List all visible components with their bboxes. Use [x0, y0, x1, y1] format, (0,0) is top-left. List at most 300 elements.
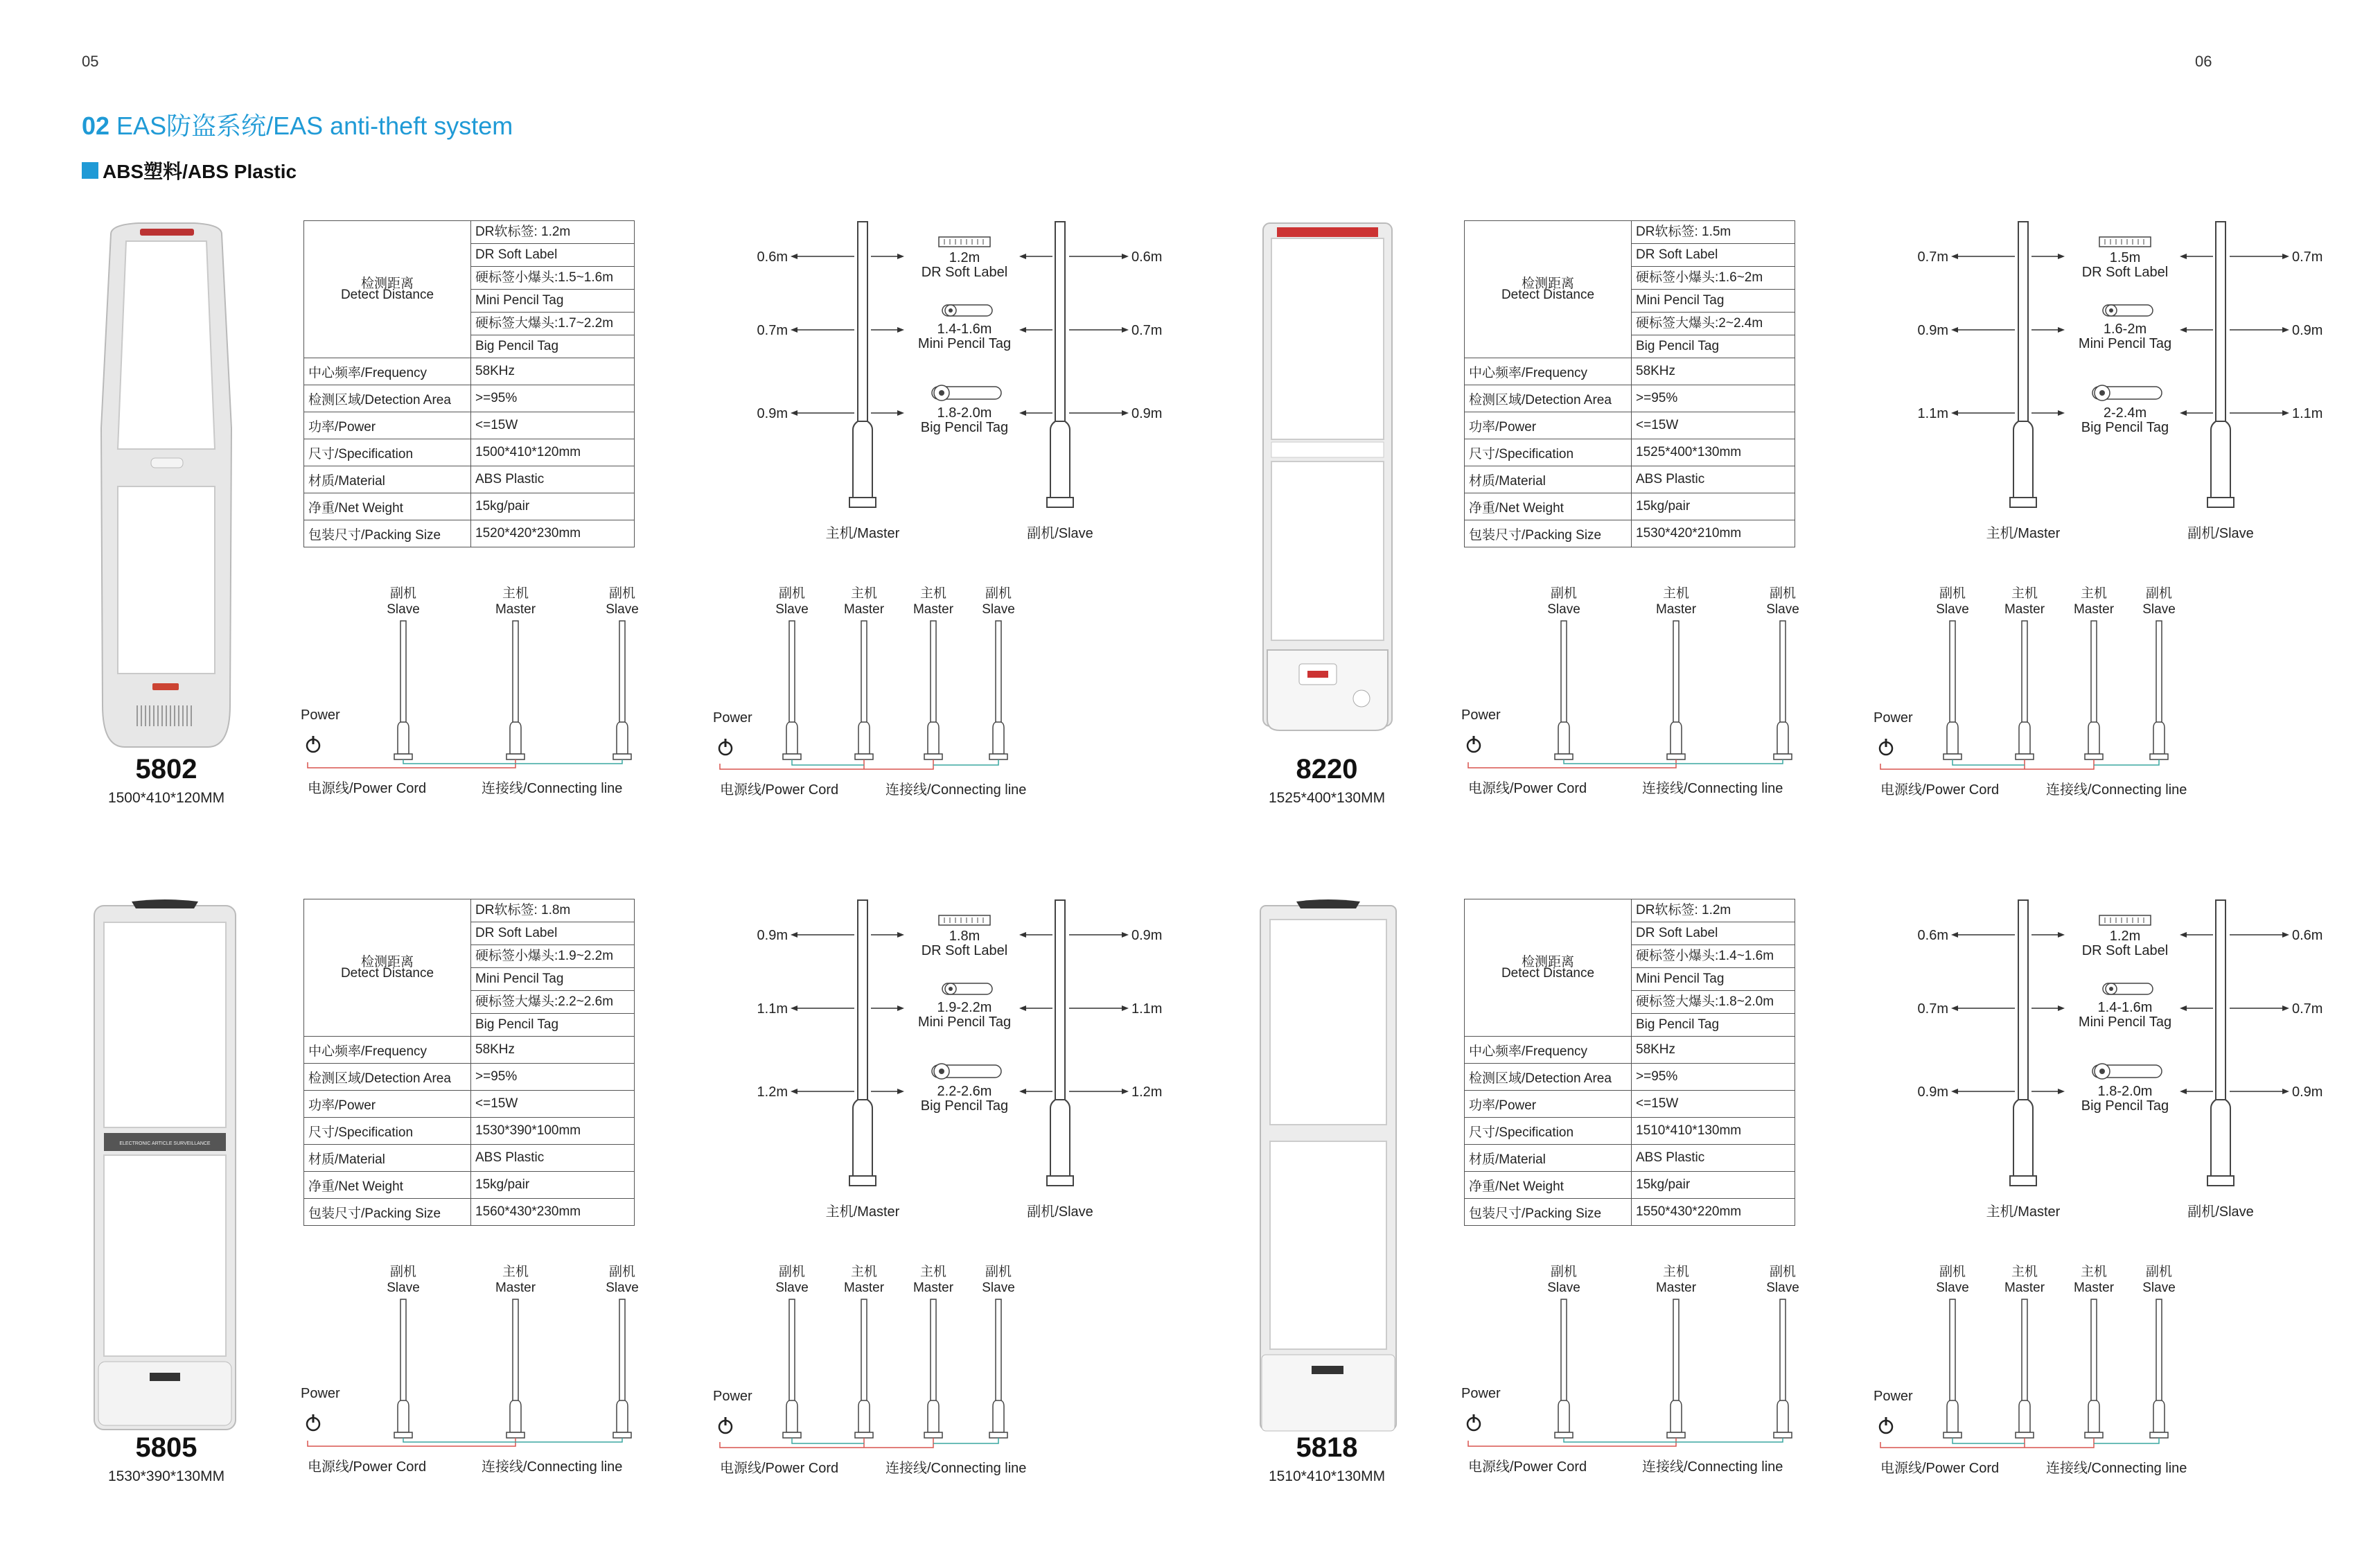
subsection-title — [82, 157, 297, 184]
big-pencil-tag-icon — [932, 1064, 1001, 1079]
connecting-line-label: 连接线/Connecting line — [1642, 781, 1783, 796]
product-model: 5818 — [1296, 1432, 1358, 1463]
power-word: Power — [301, 1386, 340, 1401]
gate-banner-text: ELECTRONIC ARTICLE SURVEILLANCE — [119, 1141, 211, 1146]
detect-distance-label — [304, 221, 471, 358]
page-number-right: 06 — [2195, 53, 2212, 70]
spec-label: 尺寸/Specification — [304, 439, 471, 466]
wire4-antennas — [783, 1299, 1007, 1438]
spec-value: 1510*410*130mm — [1632, 1118, 1795, 1145]
power-cord-label: 电源线/Power Cord — [308, 1459, 427, 1475]
material-value: ABS Plastic — [1632, 1145, 1795, 1172]
mini-tag-en: Mini Pencil Tag — [1632, 290, 1795, 313]
power-label: 功率/Power — [304, 1091, 471, 1118]
tag-dist-soft: 1.5m — [2109, 250, 2141, 265]
soft-label-en: DR Soft Label — [1632, 922, 1795, 945]
wire4-a2-en: Master — [843, 1281, 885, 1295]
power-cord-label: 电源线/Power Cord — [720, 782, 839, 798]
big-tag-en: Big Pencil Tag — [1632, 335, 1795, 358]
area-label: 检测区域/Detection Area — [304, 385, 471, 412]
packing-value: 1560*430*230mm — [471, 1199, 635, 1226]
power-icon — [1467, 1414, 1480, 1430]
wire4-a3-en: Master — [913, 1281, 954, 1295]
wire3-a3-en: Slave — [606, 1281, 639, 1295]
power-cord-label: 电源线/Power Cord — [1880, 1461, 2000, 1476]
section-title-text: EAS防盗系统/EAS anti-theft system — [116, 112, 513, 140]
big-tag-cn: 硬标签大爆头:1.7~2.2m — [471, 313, 635, 335]
power-icon — [1467, 736, 1480, 752]
wire4-a1-en: Slave — [1936, 1281, 1969, 1295]
tag-name-big: Big Pencil Tag — [2081, 420, 2169, 435]
wire4-a4-en: Slave — [982, 1281, 1015, 1295]
spec-label: 尺寸/Specification — [304, 1118, 471, 1145]
mini-pencil-tag-icon — [942, 305, 992, 316]
soft-label-cn: DR软标签: 1.8m — [471, 899, 635, 922]
soft-label-cn: DR软标签: 1.5m — [1632, 221, 1795, 244]
range-left-3: 0.9m — [757, 406, 788, 421]
wiring-diagram-4-antennas — [710, 1259, 1098, 1481]
area-value: >=95% — [1632, 1064, 1795, 1091]
tag-name-soft: DR Soft Label — [921, 943, 1008, 958]
big-tag-cn: 硬标签大爆头:2~2.4m — [1632, 313, 1795, 335]
master-caption: 主机/Master — [1986, 526, 2061, 541]
wire3-a1-cn: 副机 — [389, 1265, 417, 1279]
weight-value: 15kg/pair — [471, 1172, 635, 1199]
wire4-a2-cn: 主机 — [2011, 586, 2038, 601]
slave-antenna — [2207, 222, 2234, 507]
tag-name-mini: Mini Pencil Tag — [2078, 336, 2172, 351]
power-word: Power — [1874, 710, 1913, 726]
frequency-value: 58KHz — [1632, 358, 1795, 385]
wire4-a1-en: Slave — [775, 1281, 809, 1295]
product-block-5805 — [83, 899, 1219, 1564]
power-word: Power — [1461, 708, 1501, 723]
power-icon — [1880, 739, 1892, 755]
power-label: 功率/Power — [1465, 1091, 1632, 1118]
product-model: 5805 — [135, 1432, 197, 1463]
soft-label-icon — [939, 915, 990, 925]
range-left-1: 0.9m — [757, 928, 788, 943]
range-right-3: 0.9m — [1131, 406, 1163, 421]
spec-value: 1525*400*130mm — [1632, 439, 1795, 466]
area-value: >=95% — [471, 385, 635, 412]
power-cord-label: 电源线/Power Cord — [308, 781, 427, 796]
detection-range-diagram — [710, 220, 1163, 553]
connecting-line-label: 连接线/Connecting line — [885, 782, 1027, 798]
slave-caption: 副机/Slave — [1027, 526, 1093, 541]
material-label: 材质/Material — [304, 466, 471, 493]
range-left-1: 0.6m — [1917, 928, 1948, 943]
mini-pencil-tag-icon — [942, 983, 992, 994]
tag-name-big: Big Pencil Tag — [920, 420, 1009, 435]
connecting-line-label: 连接线/Connecting line — [482, 781, 623, 796]
connecting-line-label: 连接线/Connecting line — [1642, 1459, 1783, 1475]
power-value: <=15W — [1632, 412, 1795, 439]
wire3-a2-cn: 主机 — [502, 1265, 529, 1279]
frequency-label: 中心频率/Frequency — [304, 358, 471, 385]
tag-dist-mini: 1.9-2.2m — [937, 1000, 992, 1015]
gate-image — [1244, 220, 1410, 761]
weight-label: 净重/Net Weight — [304, 1172, 471, 1199]
frequency-label: 中心频率/Frequency — [1465, 358, 1632, 385]
big-tag-en: Big Pencil Tag — [471, 1014, 635, 1037]
frequency-label: 中心频率/Frequency — [1465, 1037, 1632, 1064]
big-pencil-tag-icon — [932, 385, 1001, 401]
subsection-title-text: ABS塑料/ABS Plastic — [103, 161, 297, 182]
range-right-1: 0.9m — [1131, 928, 1163, 943]
area-label: 检测区域/Detection Area — [304, 1064, 471, 1091]
wire4-a4-cn: 副机 — [2145, 586, 2173, 601]
power-icon — [307, 736, 319, 752]
wire3-a3-cn: 副机 — [608, 586, 636, 601]
tag-dist-mini: 1.4-1.6m — [2097, 1000, 2153, 1015]
wire3-a1-en: Slave — [387, 602, 420, 617]
wire4-a2-cn: 主机 — [2011, 1265, 2038, 1279]
wire3-antennas — [394, 621, 631, 759]
wire4-a3-cn: 主机 — [919, 586, 947, 601]
big-pencil-tag-icon — [2092, 1064, 2162, 1079]
product-dimensions: 1530*390*130MM — [107, 1468, 225, 1484]
wire4-a4-en: Slave — [2142, 602, 2176, 617]
range-left-1: 0.7m — [1917, 249, 1948, 265]
power-cord-label: 电源线/Power Cord — [1880, 782, 2000, 798]
wire4-a3-cn: 主机 — [2080, 1265, 2108, 1279]
wiring-diagram-4-antennas — [1871, 581, 2259, 802]
mini-tag-en: Mini Pencil Tag — [471, 968, 635, 991]
product-dimensions: 1525*400*130MM — [1268, 790, 1386, 806]
tag-dist-big: 2-2.4m — [2103, 405, 2147, 421]
soft-label-cn: DR软标签: 1.2m — [471, 221, 635, 244]
tag-dist-big: 1.8-2.0m — [2097, 1084, 2153, 1099]
power-value: <=15W — [471, 412, 635, 439]
range-left-3: 1.2m — [757, 1084, 788, 1100]
tag-name-big: Big Pencil Tag — [920, 1098, 1009, 1114]
wire3-a1-cn: 副机 — [1550, 586, 1578, 601]
packing-value: 1520*420*230mm — [471, 520, 635, 547]
spec-table — [1464, 899, 1795, 1226]
range-right-1: 0.7m — [2292, 249, 2323, 265]
wire4-a2-en: Master — [2004, 602, 2045, 617]
tag-dist-big: 2.2-2.6m — [937, 1084, 992, 1099]
tag-dist-soft: 1.2m — [949, 250, 980, 265]
power-label: 功率/Power — [1465, 412, 1632, 439]
big-tag-cn: 硬标签大爆头:1.8~2.0m — [1632, 991, 1795, 1014]
wire4-a1-en: Slave — [1936, 602, 1969, 617]
detect-distance-label — [1465, 899, 1632, 1037]
big-pencil-tag-icon — [2092, 385, 2162, 401]
wire3-a2-cn: 主机 — [1662, 1265, 1690, 1279]
tag-name-big: Big Pencil Tag — [2081, 1098, 2169, 1114]
product-block-5802 — [83, 220, 1219, 886]
product-block-5818 — [1244, 899, 2380, 1564]
power-value: <=15W — [471, 1091, 635, 1118]
product-block-8220 — [1244, 220, 2380, 886]
tag-name-soft: DR Soft Label — [921, 265, 1008, 280]
soft-label-icon — [2099, 915, 2151, 925]
area-value: >=95% — [1632, 385, 1795, 412]
detect-distance-en: Detect Distance — [340, 287, 434, 302]
weight-label: 净重/Net Weight — [304, 493, 471, 520]
slave-antenna — [1047, 222, 1073, 507]
wiring-diagram-3-antennas — [298, 581, 728, 802]
soft-label-icon — [939, 237, 990, 247]
tag-dist-mini: 1.6-2m — [2103, 322, 2147, 337]
wire3-a3-cn: 副机 — [608, 1265, 636, 1279]
material-value: ABS Plastic — [1632, 466, 1795, 493]
range-left-2: 0.7m — [757, 323, 788, 338]
master-caption: 主机/Master — [1986, 1204, 2061, 1220]
tag-name-mini: Mini Pencil Tag — [2078, 1014, 2172, 1030]
wire4-a4-cn: 副机 — [985, 586, 1012, 601]
wire3-a3-en: Slave — [606, 602, 639, 617]
material-label: 材质/Material — [304, 1145, 471, 1172]
range-right-2: 0.7m — [2292, 1001, 2323, 1017]
detect-distance-en: Detect Distance — [340, 965, 434, 981]
tag-dist-soft: 1.8m — [949, 929, 980, 944]
mini-tag-en: Mini Pencil Tag — [1632, 968, 1795, 991]
wire3-a3-en: Slave — [1766, 1281, 1799, 1295]
tag-name-mini: Mini Pencil Tag — [917, 1014, 1012, 1030]
frequency-label: 中心频率/Frequency — [304, 1037, 471, 1064]
wire4-a1-cn: 副机 — [778, 1265, 806, 1279]
tag-name-mini: Mini Pencil Tag — [917, 336, 1012, 351]
detect-distance-en: Detect Distance — [1501, 287, 1595, 302]
wire4-a3-en: Master — [913, 602, 954, 617]
wiring-diagram-4-antennas — [710, 581, 1098, 802]
wire3-a2-en: Master — [1655, 602, 1697, 617]
spec-table — [1464, 220, 1795, 547]
range-right-3: 1.2m — [1131, 1084, 1163, 1100]
master-antenna — [2010, 900, 2036, 1186]
wiring-diagram-3-antennas — [1458, 1259, 1888, 1481]
wire4-a3-cn: 主机 — [2080, 586, 2108, 601]
area-label: 检测区域/Detection Area — [1465, 1064, 1632, 1091]
power-value: <=15W — [1632, 1091, 1795, 1118]
area-value: >=95% — [471, 1064, 635, 1091]
power-word: Power — [713, 1389, 752, 1404]
material-value: ABS Plastic — [471, 466, 635, 493]
wire4-a4-cn: 副机 — [2145, 1265, 2173, 1279]
product-dimensions: 1500*410*120MM — [107, 790, 225, 806]
wire3-antennas — [394, 1299, 631, 1438]
connecting-line-label: 连接线/Connecting line — [2046, 782, 2187, 798]
power-icon — [719, 739, 732, 755]
power-icon — [1880, 1417, 1892, 1433]
range-right-3: 0.9m — [2292, 1084, 2323, 1100]
packing-label: 包装尺寸/Packing Size — [1465, 1199, 1632, 1226]
product-model: 8220 — [1296, 754, 1358, 784]
detect-distance-label — [1465, 221, 1632, 358]
detect-distance-cn: 检测距离 — [360, 276, 414, 291]
section-title — [82, 107, 513, 142]
range-right-2: 1.1m — [1131, 1001, 1163, 1017]
frequency-value: 58KHz — [471, 1037, 635, 1064]
mini-pencil-tag-icon — [2103, 305, 2153, 316]
mini-pencil-tag-icon — [2103, 983, 2153, 994]
wire4-a2-en: Master — [2004, 1281, 2045, 1295]
wire4-a1-en: Slave — [775, 602, 809, 617]
wire4-a2-cn: 主机 — [850, 1265, 878, 1279]
master-antenna — [849, 900, 876, 1186]
detection-range-diagram — [1871, 220, 2323, 553]
wire3-a3-cn: 副机 — [1769, 1265, 1797, 1279]
wire3-antennas — [1555, 621, 1792, 759]
range-left-3: 1.1m — [1917, 406, 1948, 421]
master-caption: 主机/Master — [825, 1204, 900, 1220]
product-dimensions: 1510*410*130MM — [1268, 1468, 1386, 1484]
spec-value: 1530*390*100mm — [471, 1118, 635, 1145]
mini-tag-en: Mini Pencil Tag — [471, 290, 635, 313]
connecting-line-label: 连接线/Connecting line — [885, 1461, 1027, 1476]
power-label: 功率/Power — [304, 412, 471, 439]
packing-label: 包装尺寸/Packing Size — [304, 520, 471, 547]
wire4-a4-cn: 副机 — [985, 1265, 1012, 1279]
tag-dist-mini: 1.4-1.6m — [937, 322, 992, 337]
wire3-a2-en: Master — [495, 602, 536, 617]
wire4-a3-cn: 主机 — [919, 1265, 947, 1279]
packing-label: 包装尺寸/Packing Size — [304, 1199, 471, 1226]
spec-value: 1500*410*120mm — [471, 439, 635, 466]
detect-distance-cn: 检测距离 — [360, 954, 414, 969]
spec-label: 尺寸/Specification — [1465, 439, 1632, 466]
soft-label-cn: DR软标签: 1.2m — [1632, 899, 1795, 922]
wire3-a1-en: Slave — [1547, 602, 1580, 617]
gate-image — [83, 220, 249, 761]
wire4-a2-cn: 主机 — [850, 586, 878, 601]
wire3-a3-en: Slave — [1766, 602, 1799, 617]
detection-range-diagram — [1871, 899, 2323, 1231]
power-cord-label: 电源线/Power Cord — [1468, 781, 1587, 796]
mini-tag-cn: 硬标签小爆头:1.4~1.6m — [1632, 945, 1795, 968]
tag-dist-soft: 1.2m — [2109, 929, 2141, 944]
weight-value: 15kg/pair — [471, 493, 635, 520]
material-label: 材质/Material — [1465, 466, 1632, 493]
wire4-a1-cn: 副机 — [778, 586, 806, 601]
detection-range-diagram — [710, 899, 1163, 1231]
connecting-line-label: 连接线/Connecting line — [2046, 1461, 2187, 1476]
wire4-a1-cn: 副机 — [1939, 586, 1966, 601]
range-left-2: 0.9m — [1917, 323, 1948, 338]
slave-caption: 副机/Slave — [2187, 1204, 2254, 1220]
wiring-diagram-3-antennas — [1458, 581, 1888, 802]
wire4-a3-en: Master — [2073, 1281, 2115, 1295]
range-right-1: 0.6m — [1131, 249, 1163, 265]
weight-label: 净重/Net Weight — [1465, 493, 1632, 520]
wire4-a4-en: Slave — [2142, 1281, 2176, 1295]
gate-image — [83, 899, 249, 1439]
frequency-value: 58KHz — [1632, 1037, 1795, 1064]
spec-label: 尺寸/Specification — [1465, 1118, 1632, 1145]
slave-antenna — [2207, 900, 2234, 1186]
wire3-antennas — [1555, 1299, 1792, 1438]
power-word: Power — [301, 708, 340, 723]
soft-label-en: DR Soft Label — [471, 244, 635, 267]
range-right-3: 1.1m — [2292, 406, 2323, 421]
wiring-diagram-4-antennas — [1871, 1259, 2259, 1481]
power-icon — [307, 1414, 319, 1430]
spec-table — [303, 899, 635, 1226]
wire4-antennas — [783, 621, 1007, 759]
packing-label: 包装尺寸/Packing Size — [1465, 520, 1632, 547]
power-word: Power — [1874, 1389, 1913, 1404]
wire4-a2-en: Master — [843, 602, 885, 617]
mini-tag-cn: 硬标签小爆头:1.6~2m — [1632, 267, 1795, 290]
slave-antenna — [1047, 900, 1073, 1186]
power-icon — [719, 1417, 732, 1433]
detect-distance-cn: 检测距离 — [1521, 276, 1574, 291]
spec-table — [303, 220, 635, 547]
detect-distance-cn: 检测距离 — [1521, 954, 1574, 969]
weight-value: 15kg/pair — [1632, 1172, 1795, 1199]
wire3-a2-cn: 主机 — [1662, 586, 1690, 601]
power-word: Power — [1461, 1386, 1501, 1401]
packing-value: 1530*420*210mm — [1632, 520, 1795, 547]
wire3-a1-cn: 副机 — [1550, 1265, 1578, 1279]
wire4-antennas — [1943, 621, 2168, 759]
wire4-a1-cn: 副机 — [1939, 1265, 1966, 1279]
master-caption: 主机/Master — [825, 526, 900, 541]
wire3-a2-en: Master — [495, 1281, 536, 1295]
mini-tag-cn: 硬标签小爆头:1.5~1.6m — [471, 267, 635, 290]
power-cord-label: 电源线/Power Cord — [720, 1461, 839, 1476]
product-model: 5802 — [135, 754, 197, 784]
range-right-1: 0.6m — [2292, 928, 2323, 943]
master-antenna — [849, 222, 876, 507]
range-left-1: 0.6m — [757, 249, 788, 265]
packing-value: 1550*430*220mm — [1632, 1199, 1795, 1226]
wire3-a1-en: Slave — [1547, 1281, 1580, 1295]
wire4-a3-en: Master — [2073, 602, 2115, 617]
area-label: 检测区域/Detection Area — [1465, 385, 1632, 412]
wire3-a1-en: Slave — [387, 1281, 420, 1295]
power-cord-label: 电源线/Power Cord — [1468, 1459, 1587, 1475]
blue-square-icon — [82, 162, 98, 179]
big-tag-cn: 硬标签大爆头:2.2~2.6m — [471, 991, 635, 1014]
tag-name-soft: DR Soft Label — [2081, 943, 2169, 958]
weight-label: 净重/Net Weight — [1465, 1172, 1632, 1199]
range-right-2: 0.9m — [2292, 323, 2323, 338]
gate-image — [1244, 899, 1410, 1439]
tag-dist-big: 1.8-2.0m — [937, 405, 992, 421]
tag-name-soft: DR Soft Label — [2081, 265, 2169, 280]
material-label: 材质/Material — [1465, 1145, 1632, 1172]
wire3-a2-en: Master — [1655, 1281, 1697, 1295]
big-tag-en: Big Pencil Tag — [471, 335, 635, 358]
soft-label-en: DR Soft Label — [1632, 244, 1795, 267]
slave-caption: 副机/Slave — [1027, 1204, 1093, 1220]
mini-tag-cn: 硬标签小爆头:1.9~2.2m — [471, 945, 635, 968]
frequency-value: 58KHz — [471, 358, 635, 385]
connecting-line-label: 连接线/Connecting line — [482, 1459, 623, 1475]
wiring-diagram-3-antennas — [298, 1259, 728, 1481]
page-number-left: 05 — [82, 53, 99, 70]
material-value: ABS Plastic — [471, 1145, 635, 1172]
wire4-a4-en: Slave — [982, 602, 1015, 617]
wire4-antennas — [1943, 1299, 2168, 1438]
big-tag-en: Big Pencil Tag — [1632, 1014, 1795, 1037]
soft-label-icon — [2099, 237, 2151, 247]
range-right-2: 0.7m — [1131, 323, 1163, 338]
weight-value: 15kg/pair — [1632, 493, 1795, 520]
range-left-2: 1.1m — [757, 1001, 788, 1017]
soft-label-en: DR Soft Label — [471, 922, 635, 945]
wire3-a2-cn: 主机 — [502, 586, 529, 601]
power-word: Power — [713, 710, 752, 726]
detect-distance-en: Detect Distance — [1501, 965, 1595, 981]
wire3-a1-cn: 副机 — [389, 586, 417, 601]
range-left-2: 0.7m — [1917, 1001, 1948, 1017]
section-number: 02 — [82, 112, 110, 140]
